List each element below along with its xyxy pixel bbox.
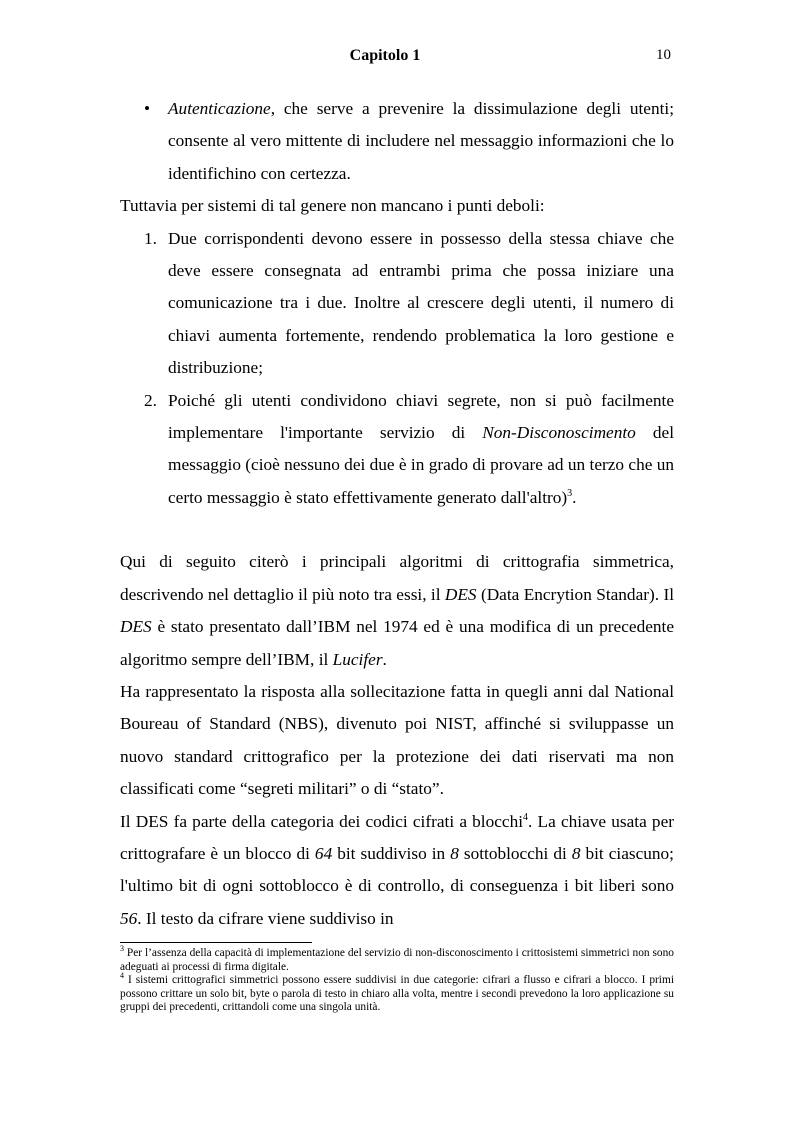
paragraph-spacer xyxy=(120,514,674,546)
sentence-end: . xyxy=(572,487,577,507)
bullet-marker: • xyxy=(144,99,151,118)
value-56: 56 xyxy=(120,908,138,928)
footnote-number: 4 xyxy=(120,971,124,981)
paragraph-blocks xyxy=(120,806,674,936)
value-64: 64 xyxy=(314,843,333,863)
footnote-ref-3: 3 xyxy=(567,487,573,499)
term-autenticazione: Autenticazione xyxy=(168,99,271,118)
chapter-title: Capitolo 1 xyxy=(349,47,421,64)
main-text xyxy=(120,93,674,935)
value-8: 8 xyxy=(450,843,459,863)
blocks-text-1: Il DES fa parte della categoria dei codici cifrati a blocchi xyxy=(120,811,524,831)
weak-point-2 xyxy=(120,385,674,515)
des-text-4: . xyxy=(382,649,387,669)
footnote-3 xyxy=(120,944,674,974)
list-number: 2. xyxy=(144,390,157,410)
paragraph-des xyxy=(120,546,674,676)
des-text-2: (Data Encrytion Standar). Il xyxy=(476,584,674,604)
footnote-text: I sistemi crittografici simmetrici possono essere suddivisi in due categorie: cifrari a flusso e cifrari a blocco. I primi possono crittare un solo bit, byte o parola di testo in chiaro alla volta, mentre i secondi prevedono la loro applicazione su gruppi dei precedenti, crittandoli come una singola unità. xyxy=(120,974,674,1014)
footnote-separator xyxy=(120,942,312,943)
weak-point-text: Due corrispondenti devono essere in possesso della stessa chiave che deve essere consegnata ad entrambi prima che possa iniziare una comunicazione tra i due. Inoltre al crescere degli utenti, il numero di chiavi aumenta fortemente, rendendo problematica la loro gestione e distribuzione; xyxy=(168,228,674,378)
footnote-number: 3 xyxy=(120,944,124,953)
weak-point-1 xyxy=(120,223,674,385)
bullet-autenticazione xyxy=(120,93,674,190)
weak-point-text-cont: del messaggio (cioè nessuno dei due è in grado di provare ad un terzo che un certo messaggio è stato effettivamente generato dall'altro) xyxy=(168,423,674,507)
page-number: 10 xyxy=(656,47,671,63)
list-number: 1. xyxy=(144,228,157,248)
blocks-text-4: sottoblocchi di xyxy=(458,843,572,863)
term-lucifer: Lucifer xyxy=(332,649,383,669)
footnote-4 xyxy=(120,971,674,1015)
des-text-3: è stato presentato dall’IBM nel 1974 ed è una modifica di un precedente algoritmo sempre dell’IBM, il xyxy=(120,617,674,669)
blocks-text-5: bit ciascuno; l'ultimo bit di ogni sottoblocco è di controllo, di conseguenza i bit liberi sono xyxy=(120,843,674,896)
footnotes xyxy=(120,944,674,1015)
blocks-text-3: bit suddiviso in xyxy=(332,843,451,863)
footnote-ref-4: 4 xyxy=(523,811,529,823)
des-text-1: Qui di seguito citerò i principali algoritmi di crittografia simmetrica, descrivendo nel dettaglio il più noto tra essi, il xyxy=(120,552,674,604)
paragraph-nbs: Ha rappresentato la risposta alla sollecitazione fatta in quegli anni dal National Boureau of Standard (NBS), divenuto poi NIST, affinché si sviluppasse un nuovo standard crittografico per la protezione dei dati riservati ma non classificati come “segreti militari” o di “stato”. xyxy=(120,681,674,799)
blocks-text-6: . Il testo da cifrare viene suddiviso in xyxy=(137,908,394,928)
term-des: DES xyxy=(444,584,477,604)
blocks-text-2: . La chiave usata per crittografare è un blocco di xyxy=(120,811,674,863)
term-non-disconoscimento: Non-Disconoscimento xyxy=(482,423,636,443)
intro-weak-points: Tuttavia per sistemi di tal genere non mancano i punti deboli: xyxy=(120,196,545,216)
term-des: DES xyxy=(120,617,152,637)
weak-point-text: Poiché gli utenti condividono chiavi segrete, non si può facilmente implementare l'importante servizio di xyxy=(168,390,674,443)
value-8: 8 xyxy=(571,843,581,863)
footnote-text: Per l’assenza della capacità di implementazione del servizio di non-disconoscimento i crittosistemi simmetrici non sono adeguati ai processi di firma digitale. xyxy=(120,947,674,973)
bullet-text: , che serve a prevenire la dissimulazione degli utenti; consente al vero mittente di includere nel messaggio informazioni che lo identifichino con certezza. xyxy=(168,99,674,183)
